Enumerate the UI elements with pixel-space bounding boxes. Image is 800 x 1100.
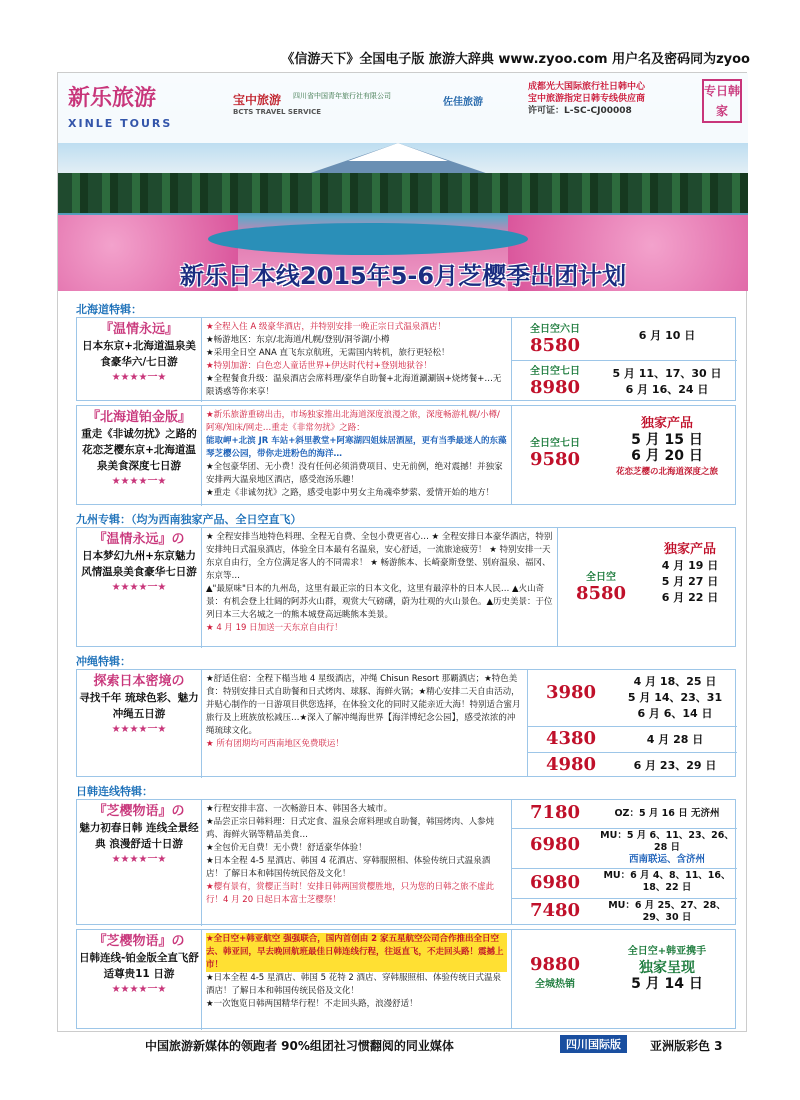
date-line: 5 月 27 日 — [661, 575, 719, 588]
desc-line: ★ 所有团期均可西南地区免费联运！ — [206, 739, 344, 749]
date-line: 5 月 14 日 — [631, 976, 703, 992]
date-line: 4 月 18、25 日 — [633, 675, 717, 688]
airline-label: 全日空七日 — [530, 366, 580, 377]
flyer-page — [57, 72, 747, 1032]
tour-name-highlight: 『芝樱物语』の — [93, 934, 185, 949]
departure-dates: 6 月 10 日 — [638, 329, 696, 342]
price-value: 9580 — [529, 449, 581, 470]
price-value: 7180 — [529, 802, 581, 823]
tour-description — [201, 528, 557, 648]
desc-line: ★全程餐食升级：温泉酒店会席料理/豪华自助餐+北海道涮涮锅+烧烤餐+…无限诱惑等你来享！ — [206, 374, 502, 397]
desc-line: ★樱有景有，赏樱正当时！安排日韩两国赏樱胜地，只为您的日韩之旅不虚此行！4 月 20 日起日本富士芝樱祭！ — [206, 882, 495, 905]
price-option — [531, 728, 611, 752]
tour-block-kyushu — [76, 527, 736, 647]
tour-name-highlight: 『北海道铂金版』 — [86, 410, 191, 425]
tour-name — [77, 670, 201, 778]
exclusive-badge: 独家产品 — [640, 416, 693, 431]
date-line: 5 月 14、23、31 — [627, 691, 723, 704]
desc-line: ★ 4 月 19 日加送一天东京自由行！ — [206, 623, 343, 633]
tour-name — [77, 528, 201, 648]
departure-dates — [643, 542, 737, 642]
departure-dates: MU：6 月 25、27、28、29、30 日 — [608, 900, 726, 923]
desc-line: ▲"最原味"日本的九州岛，这里有最正宗的日本文化，这里有最淳朴的日本人民… ▲火山奇景：有机会登上壮阔的阿苏火山群，观赏大气磅礴，蔚为壮观的火山景色。▲历史美景：于位列日本三大名城之一的熊本城登高远眺熊本美景。 — [206, 584, 553, 620]
price-value: 4380 — [545, 728, 597, 749]
departure-dates: OZ：5 月 16 日 无济州 — [614, 808, 720, 819]
tour-block-jk-1 — [76, 799, 736, 925]
date-line: 6 月 20 日 — [631, 448, 703, 464]
desc-line: ★日本全程 4-5 星酒店、韩国 5 花特 2 酒店、穿韩服照相、体验传统日式温泉酒店！了解日本和韩国传统民俗及文化！ — [206, 973, 502, 996]
desc-line: ★日本全程 4-5 星酒店、韩国 4 花酒店、穿韩服照相、体验传统日式温泉酒店！了解日本和韩国传统民俗及文化！ — [206, 856, 491, 879]
tour-block-hokkaido-1 — [76, 317, 736, 401]
desc-line: ★全程入住 A 级豪华酒店，并特别安排一晚正宗日式温泉酒店！ — [206, 322, 446, 332]
date-line: 6 月 16、24 日 — [625, 383, 709, 396]
rh-stamp-logo: 专日韩家 — [702, 79, 742, 123]
exclusive-badge: 独家呈现 — [639, 960, 695, 976]
desc-line: ★重走《非诚勿扰》之路，感受电影中男女主角魂牵梦萦、爱情开始的地方！ — [206, 488, 495, 498]
price-option — [531, 682, 611, 712]
desc-line: ★舒适住宿：全程下榻当地 4 星级酒店，冲绳 Chisun Resort 那覇酒店；★特色美食：特别安排日式自助餐和日式烤肉、球豚、海鲜火锅；★精心安排二天自由活动，并贴心制作的一日游项目供您选择，在体验文化的同时又能亲近大海！特别适合蜜月旅行及上班族放松减压…★深入了解冲绳海世界【海洋博纪念公园】，感受浓浓的冲绳琉球文化。 — [206, 674, 521, 736]
price-note: 全城热销 — [535, 979, 575, 990]
star-rating: ★★★★一★ — [111, 724, 167, 735]
exclusive-badge: 独家产品 — [663, 542, 716, 557]
page-number: 亚洲版彩色 3 — [650, 1039, 723, 1053]
desc-line: ★品尝正宗日韩料理：日式定食、温泉会席料理或自助餐，韩国烤肉、人参炖鸡、海鲜火锅等精品美食… — [206, 817, 495, 840]
price-value: 8580 — [529, 335, 581, 356]
date-line: 4 月 19 日 — [661, 559, 719, 572]
tour-description — [201, 406, 511, 506]
price-option — [515, 872, 595, 898]
tour-name — [77, 318, 201, 402]
footer-slogan: 中国旅游新媒体的领跑者 90%组团社习惯翻阅的同业媒体 — [145, 1039, 454, 1053]
airline-label: 全日空六日 — [530, 324, 580, 335]
tour-description — [201, 800, 511, 926]
star-rating: ★★★★一★ — [111, 582, 167, 593]
price-option — [515, 954, 595, 998]
chengdu-agency-info — [528, 81, 698, 117]
desc-line: ★一次饱览日韩两国精华行程！不走回头路，浪漫舒适！ — [206, 999, 418, 1009]
xinle-logo-en: XINLE TOURS — [68, 117, 173, 130]
airline-label: 全日空七日 — [530, 438, 580, 449]
departure-dates: 6 月 23、29 日 — [633, 759, 717, 772]
tour-name-highlight: 探索日本密境の — [93, 674, 185, 689]
tour-name-highlight: 『芝樱物语』の — [93, 804, 185, 819]
desc-line: 能取岬+北滨 JR 车站+斜里教堂+阿寒湖四姐妹居酒屋，更有当季最迷人的东藻琴芝樱公园，带你走进粉色的海洋… — [206, 436, 507, 459]
tour-name-highlight: 『温情永远』 — [99, 322, 178, 337]
tour-name-text: 日韩连线-铂金版全直飞舒适尊贵11 日游 — [79, 952, 199, 980]
agency-line-1: 成都光大国际旅行社日韩中心 — [528, 82, 646, 92]
tour-block-okinawa — [76, 669, 736, 777]
date-line: 6 月 22 日 — [661, 591, 719, 604]
header-strip: 《信游天下》全国电子版 旅游大辞典 www.zyoo.com 用户名及密码同为zyoo — [281, 52, 750, 67]
price-value: 9880 — [529, 954, 581, 975]
desc-line: ★新乐旅游重磅出击，市场独家推出北海道深度浪漫之旅，深度畅游札幌/小樽/阿寒/知床/网走…重走《非常勿扰》之路： — [206, 410, 500, 433]
xinle-logo — [68, 81, 218, 131]
tour-description — [201, 930, 511, 1030]
star-rating: ★★★★一★ — [111, 476, 167, 487]
price-option — [515, 362, 595, 400]
star-rating: ★★★★一★ — [111, 984, 167, 995]
baozhong-logo-text: 宝中旅游 — [233, 93, 282, 107]
star-rating: ★★★★一★ — [111, 372, 167, 383]
date-line: 5 月 11、17、30 日 — [612, 367, 722, 380]
tour-name-text: 日本东京+北海道温泉美食豪华六/七日游 — [82, 340, 196, 368]
baozhong-logo-en: BCTS TRAVEL SERVICE — [233, 108, 322, 116]
departure-dates — [597, 830, 737, 868]
date-line: 6 月 6、14 日 — [637, 707, 713, 720]
departure-dates — [597, 366, 737, 400]
agency-line-2: 宝中旅游指定日韩专线供应商 — [528, 94, 646, 104]
desc-line: ★特别加游：白色恋人童话世界+伊达时代村+登别地狱谷！ — [206, 361, 432, 371]
tour-name-text: 寻找千年 琉球色彩、魅力 冲绳五日游 — [79, 692, 199, 720]
date-note: 西南联运、含济州 — [628, 854, 705, 865]
departure-dates: MU：6 月 4、8、11、16、18、22 日 — [603, 870, 731, 893]
price-value: 7480 — [529, 900, 581, 921]
forest-graphic — [58, 173, 748, 213]
lake-graphic — [208, 223, 528, 255]
departure-dates — [597, 416, 737, 504]
tour-name-highlight: 『温情永远』の — [93, 532, 185, 547]
date-line: 5 月 15 日 — [631, 432, 703, 448]
departure-dates — [613, 674, 737, 724]
price-value: 8980 — [529, 377, 581, 398]
departure-dates — [597, 944, 737, 1024]
section-kyushu: 九州专辑：（均为西南独家产品、全日空直飞） — [76, 513, 302, 526]
price-option — [515, 802, 595, 828]
snow-cap-graphic — [348, 143, 448, 161]
section-japan-korea: 日韩连线特辑： — [76, 785, 153, 798]
date-note: 花恋芝樱の北海道深度之旅 — [615, 467, 718, 477]
tour-name — [77, 800, 201, 926]
tour-description — [201, 318, 511, 402]
tour-name-text: 魅力初春日韩 连线全景经典 浪漫舒适十日游 — [79, 822, 199, 850]
airline-label: 全日空 — [586, 572, 616, 583]
tour-name — [77, 406, 201, 506]
price-value: 8580 — [575, 583, 627, 604]
agency-license: 许可证：L-SC-CJ00008 — [528, 106, 632, 116]
price-option — [515, 834, 595, 860]
desc-line: ★ 全程安排当地特色料理、全程无自费、全包小费更省心… ★ 全程安排日本豪华酒店，特别安排纯日式温泉酒店，体验全日本最有名温泉，安心舒适，一流旅途疲劳！ ★ 特别安排一天东京自由行，全方位满足客人的不同需求！ ★ 畅游熊本、长崎豪斯登堡、别府温泉、福冈、东京等… — [206, 532, 553, 581]
price-value: 6980 — [529, 872, 581, 893]
price-value: 4980 — [545, 754, 597, 775]
star-rating: ★★★★一★ — [111, 854, 167, 865]
tour-description — [201, 670, 527, 778]
desc-line: ★全包价无自费！无小费！舒适豪华体验！ — [206, 843, 367, 853]
xinle-logo-cn: 新乐旅游 — [68, 86, 157, 111]
tour-name-text: 日本梦幻九州+东京魅力风情温泉美食豪华七日游 — [81, 550, 197, 578]
tour-block-jk-2 — [76, 929, 736, 1029]
tour-block-hokkaido-2 — [76, 405, 736, 505]
edition-tag: 四川国际版 — [560, 1035, 627, 1053]
desc-line: ★全包豪华团、无小费！没有任何必须消费项目、史无前例，绝对震撼！并独家安排两大温泉地区酒店，感受泡汤乐趣！ — [206, 462, 503, 485]
price-option — [515, 900, 595, 926]
date-line: MU：5 月 6、11、23、26、28 日 — [600, 830, 734, 853]
departure-dates: 4 月 28 日 — [646, 733, 704, 746]
tour-name-text: 重走《非诚勿扰》之路的花恋芝樱东京+北海道温泉美食深度七日游 — [81, 428, 197, 472]
sichuan-cyts-logo: 四川省中国青年旅行社有限公司 — [293, 92, 391, 100]
desc-line-highlight: ★全日空+韩亚航空 强强联合，国内首创由 2 家五星航空公司合作推出全日空去、韩亚回，早去晚回航班最佳日韩连线行程，往返直飞，不走回头路！震撼上市！ — [206, 933, 507, 972]
airline-label: 全日空+韩亚携手 — [627, 946, 707, 957]
price-option — [531, 754, 611, 778]
page-title: 新乐日本线2015年5-6月芝樱季出团计划 — [179, 262, 627, 290]
price-value: 6980 — [529, 834, 581, 855]
price-option — [515, 320, 595, 358]
tour-name — [77, 930, 201, 1030]
price-option — [515, 434, 595, 474]
logo-bar — [58, 73, 748, 143]
desc-line: ★畅游地区：东京/北海道/札幌/登别/洞爷湖/小樽 — [206, 335, 390, 345]
fj-logo: 佐佳旅游 — [443, 97, 483, 108]
price-value: 3980 — [545, 682, 597, 703]
banner — [58, 73, 748, 291]
price-option — [561, 568, 641, 612]
desc-line: ★行程安排丰富、一次畅游日本、韩国各大城市。 — [206, 804, 393, 814]
section-hokkaido: 北海道特辑： — [76, 303, 142, 316]
section-okinawa: 冲绳特辑： — [76, 655, 131, 668]
desc-line: ★采用全日空 ANA 直飞东京航班，无需国内转机，旅行更轻松！ — [206, 348, 450, 358]
